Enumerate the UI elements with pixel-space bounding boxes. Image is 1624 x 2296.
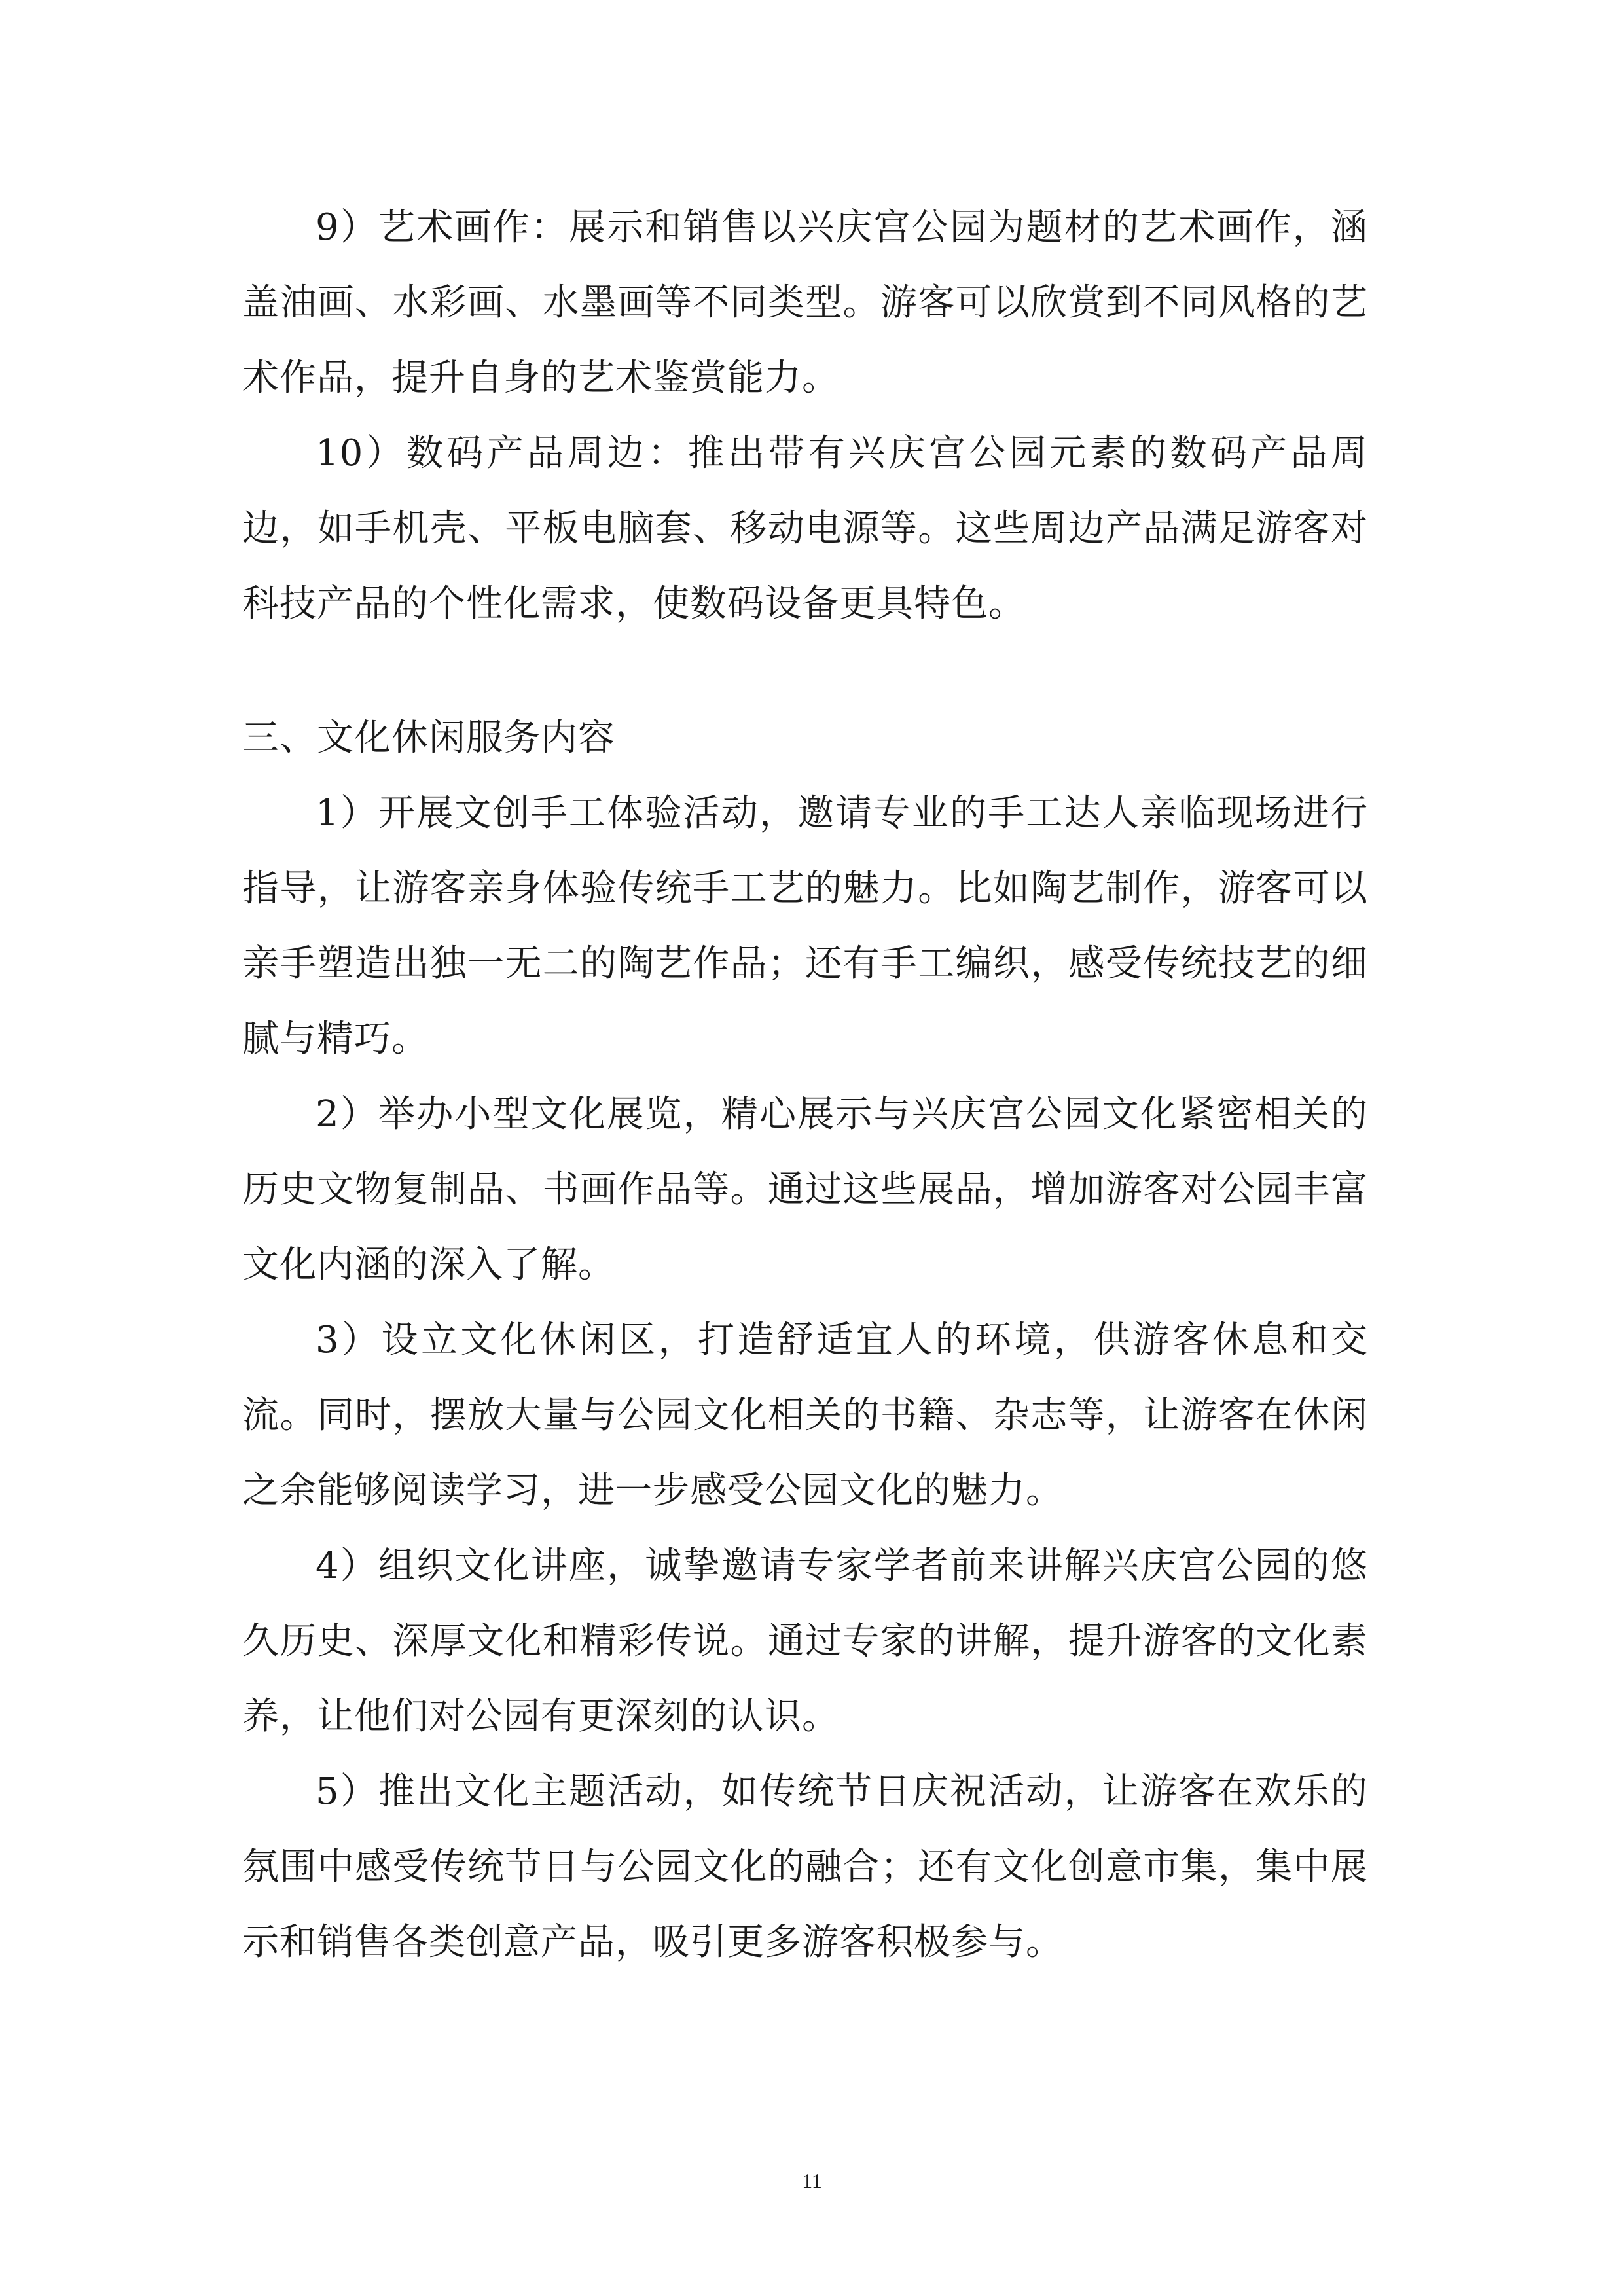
paragraph-digital-products: 10）数码产品周边：推出带有兴庆宫公园元素的数码产品周边，如手机壳、平板电脑套、移动电源等。这些周边产品满足游客对科技产品的个性化需求，使数码设备更具特色。 <box>242 432 1368 625</box>
section-spacer <box>242 641 1368 700</box>
paragraph-art-paintings: 9）艺术画作：展示和销售以兴庆宫公园为题材的艺术画作，涵盖油画、水彩画、水墨画等不同类型。游客可以欣赏到不同风格的艺术作品，提升自身的艺术鉴赏能力。 <box>242 206 1368 399</box>
paragraph-handcraft-activities: 1）开展文创手工体验活动，邀请专业的手工达人亲临现场进行指导，让游客亲身体验传统手工艺的魅力。比如陶艺制作，游客可以亲手塑造出独一无二的陶艺作品；还有手工编织，感受传统技艺的细腻与精巧。 <box>242 792 1368 1060</box>
section-heading: 三、文化休闲服务内容 <box>242 717 615 759</box>
paragraph-theme-activities: 5）推出文化主题活动，如传统节日庆祝活动，让游客在欢乐的氛围中感受传统节日与公园文化的融合；还有文化创意市集，集中展示和销售各类创意产品，吸引更多游客积极参与。 <box>242 1770 1368 1964</box>
paragraph-leisure-area: 3）设立文化休闲区，打造舒适宜人的环境，供游客休息和交流。同时，摆放大量与公园文化相关的书籍、杂志等，让游客在休闲之余能够阅读学习，进一步感受公园文化的魅力。 <box>242 1319 1368 1512</box>
paragraph-cultural-exhibition: 2）举办小型文化展览，精心展示与兴庆宫公园文化紧密相关的历史文物复制品、书画作品等。通过这些展品，增加游客对公园丰富文化内涵的深入了解。 <box>242 1093 1368 1286</box>
paragraph-cultural-lectures: 4）组织文化讲座，诚挚邀请专家学者前来讲解兴庆宫公园的悠久历史、深厚文化和精彩传说。通过专家的讲解，提升游客的文化素养，让他们对公园有更深刻的认识。 <box>242 1545 1368 1738</box>
page-number: 11 <box>802 2169 822 2193</box>
page-body <box>242 190 1368 1980</box>
